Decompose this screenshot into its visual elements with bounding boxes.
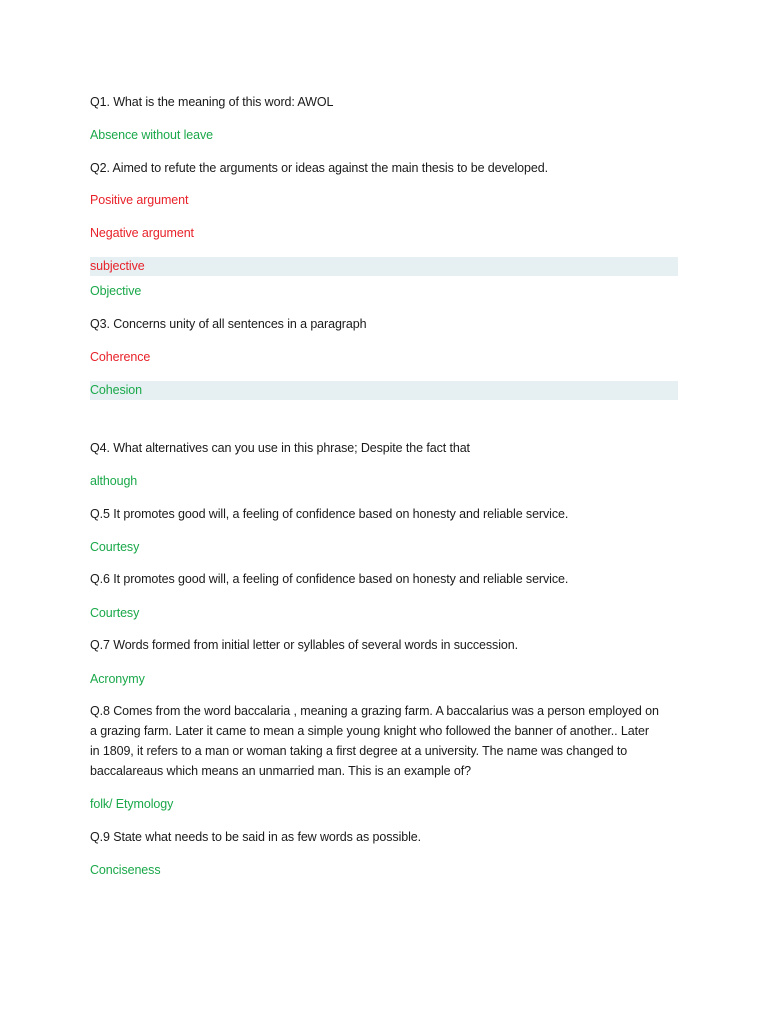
question-2-option-1: Positive argument (90, 193, 189, 207)
question-1: Q1. What is the meaning of this word: AWOL (90, 95, 334, 109)
question-3-option-1: Coherence (90, 350, 151, 364)
question-8-line-4: baccalareaus which means an unmarried man. This is an example of? (90, 764, 471, 778)
question-2-option-3: subjective (90, 259, 145, 273)
question-6: Q.6 It promotes good will, a feeling of confidence based on honesty and reliable service. (90, 572, 569, 586)
question-9: Q.9 State what needs to be said in as few words as possible. (90, 830, 421, 844)
question-7: Q.7 Words formed from initial letter or syllables of several words in succession. (90, 638, 518, 652)
question-4: Q4. What alternatives can you use in this phrase; Despite the fact that (90, 441, 470, 455)
question-2-option-2: Negative argument (90, 226, 194, 240)
question-3: Q3. Concerns unity of all sentences in a paragraph (90, 317, 367, 331)
answer-4: although (90, 474, 138, 488)
question-3-option-2: Cohesion (90, 383, 143, 397)
question-8-line-1: Q.8 Comes from the word baccalaria , meaning a grazing farm. A baccalarius was a person employed on (90, 704, 659, 718)
highlight-band (90, 381, 678, 400)
answer-9: Conciseness (90, 863, 161, 877)
question-2-option-4: Objective (90, 284, 142, 298)
highlight-band (90, 257, 678, 276)
question-8-line-3: in 1809, it refers to a man or woman taking a first degree at a university. The name was changed to (90, 744, 628, 758)
answer-6: Courtesy (90, 606, 140, 620)
answer-8: folk/ Etymology (90, 797, 174, 811)
question-2: Q2. Aimed to refute the arguments or ideas against the main thesis to be developed. (90, 161, 548, 175)
answer-5: Courtesy (90, 540, 140, 554)
answer-7: Acronymy (90, 672, 145, 686)
answer-1: Absence without leave (90, 128, 213, 142)
question-8-line-2: a grazing farm. Later it came to mean a simple young knight who followed the banner of another.. Later (90, 724, 649, 738)
question-5: Q.5 It promotes good will, a feeling of confidence based on honesty and reliable service. (90, 507, 569, 521)
